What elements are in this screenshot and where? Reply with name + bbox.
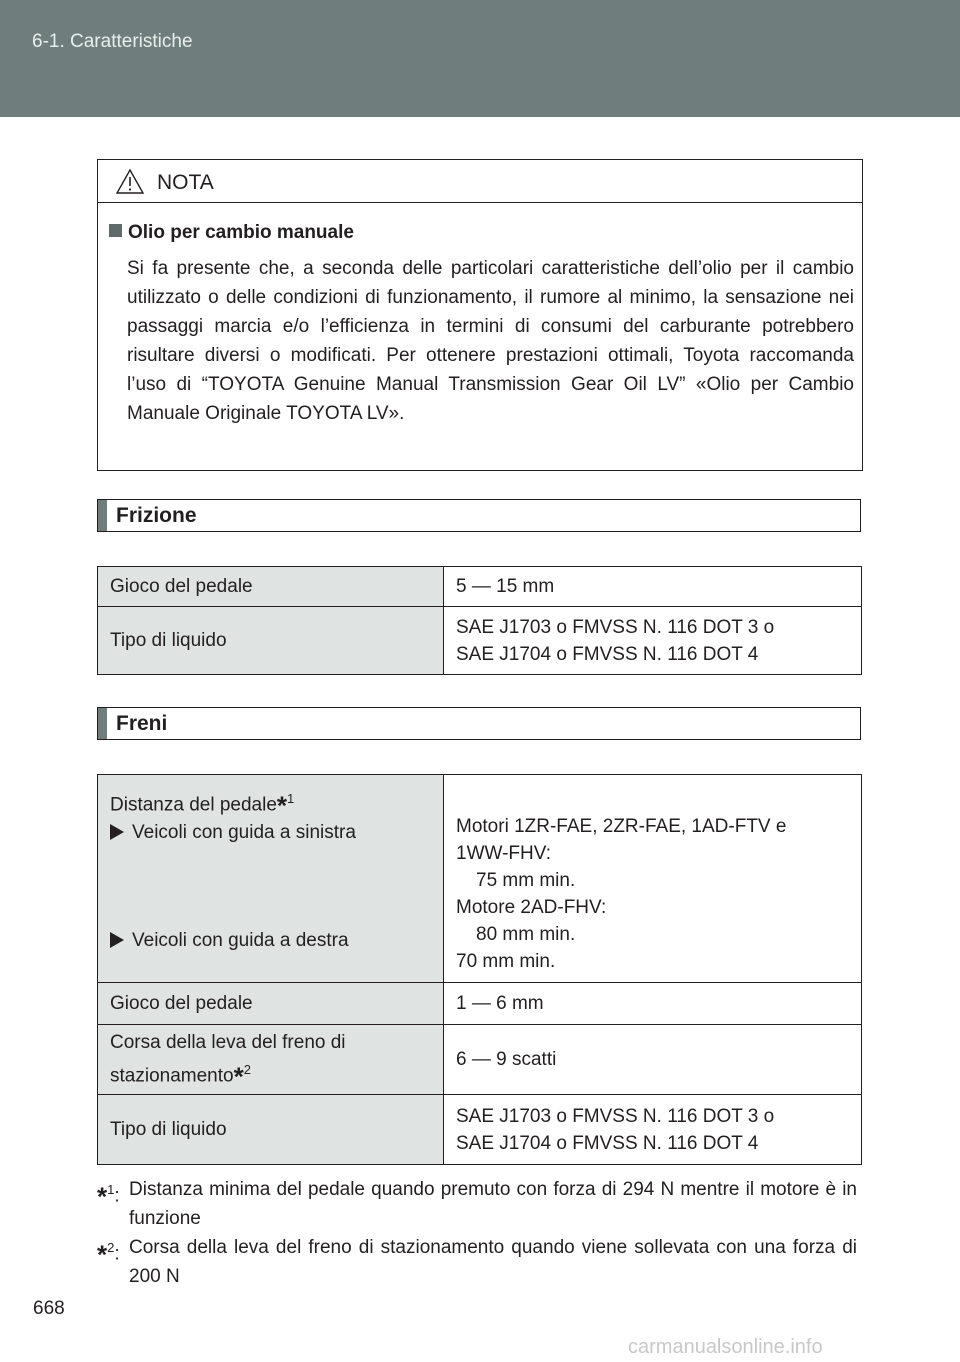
note-body: Si fa presente che, a seconda delle particolari caratteristiche dell’olio per il cambio utilizzato o delle condizioni di funzionamento, il rumore al minimo, la sensazione nei passaggi marcia e/o l’efficienza in termini di consumi del carburante potrebbero risultare diversi o modificati. Per ottenere prestazioni ottimali, Toyota raccomanda l’uso di “TOYOTA Genuine Manual Transmission Gear Oil LV” «Olio per Cambio Manuale Originale TOYOTA LV». <box>127 258 854 424</box>
square-bullet-icon <box>109 224 122 237</box>
spec-value: Motori 1ZR-FAE, 2ZR-FAE, 1AD-FTV e 1WW-FHV: 75 mm min. Motore 2AD-FHV: 80 mm min. 70 mm min. <box>444 775 862 983</box>
spec-label: Tipo di liquido <box>98 607 444 675</box>
arrow-icon <box>110 824 124 840</box>
table-row <box>98 1095 862 1165</box>
note-subtitle <box>109 222 354 244</box>
table-row <box>98 983 862 1025</box>
spec-label: Distanza del pedale*$^1$ Veicoli con guida a sinistra Veicoli con guida a destra <box>98 775 444 983</box>
section-heading-text: Frizione <box>116 504 197 527</box>
table-row <box>98 567 862 607</box>
clutch-spec-table <box>97 566 862 675</box>
section-heading-text: Freni <box>116 712 168 735</box>
note-header <box>98 160 862 203</box>
section-heading-frizione <box>97 499 861 532</box>
page-number: 668 <box>33 1298 65 1319</box>
spec-value: SAE J1703 o FMVSS N. 116 DOT 3 o SAE J1704 o FMVSS N. 116 DOT 4 <box>444 1095 862 1165</box>
note-title: NOTA <box>157 171 214 194</box>
table-row <box>98 1025 862 1095</box>
section-label: 6-1. Caratteristiche <box>32 31 193 52</box>
spec-value: 6 — 9 scatti <box>444 1025 862 1095</box>
spec-label: Corsa della leva del freno di stazionamento*$^2$ <box>98 1025 444 1095</box>
spec-label: Tipo di liquido <box>98 1095 444 1165</box>
table-row <box>98 775 862 983</box>
spec-label: Gioco del pedale <box>98 567 444 607</box>
warning-icon <box>115 168 145 195</box>
spec-value: SAE J1703 o FMVSS N. 116 DOT 3 o SAE J1704 o FMVSS N. 116 DOT 4 <box>444 607 862 675</box>
spec-value: 5 — 15 mm <box>444 567 862 607</box>
section-heading-freni <box>97 707 861 740</box>
note-subtitle-text: Olio per cambio manuale <box>128 222 354 243</box>
brake-spec-table <box>97 774 862 1165</box>
spec-label: Gioco del pedale <box>98 983 444 1025</box>
footnote: *$^2$: Corsa della leva del freno di stazionamento quando viene sollevata con una forza di 200 N <box>97 1237 857 1287</box>
spec-value: 1 — 6 mm <box>444 983 862 1025</box>
footnote: *$^1$: Distanza minima del pedale quando premuto con forza di 294 N mentre il motore è in funzione <box>97 1179 857 1229</box>
page-header <box>0 0 960 117</box>
watermark: carmanualsonline.info <box>628 1336 823 1358</box>
arrow-icon <box>110 932 124 948</box>
note-box <box>97 159 863 471</box>
table-row <box>98 607 862 675</box>
